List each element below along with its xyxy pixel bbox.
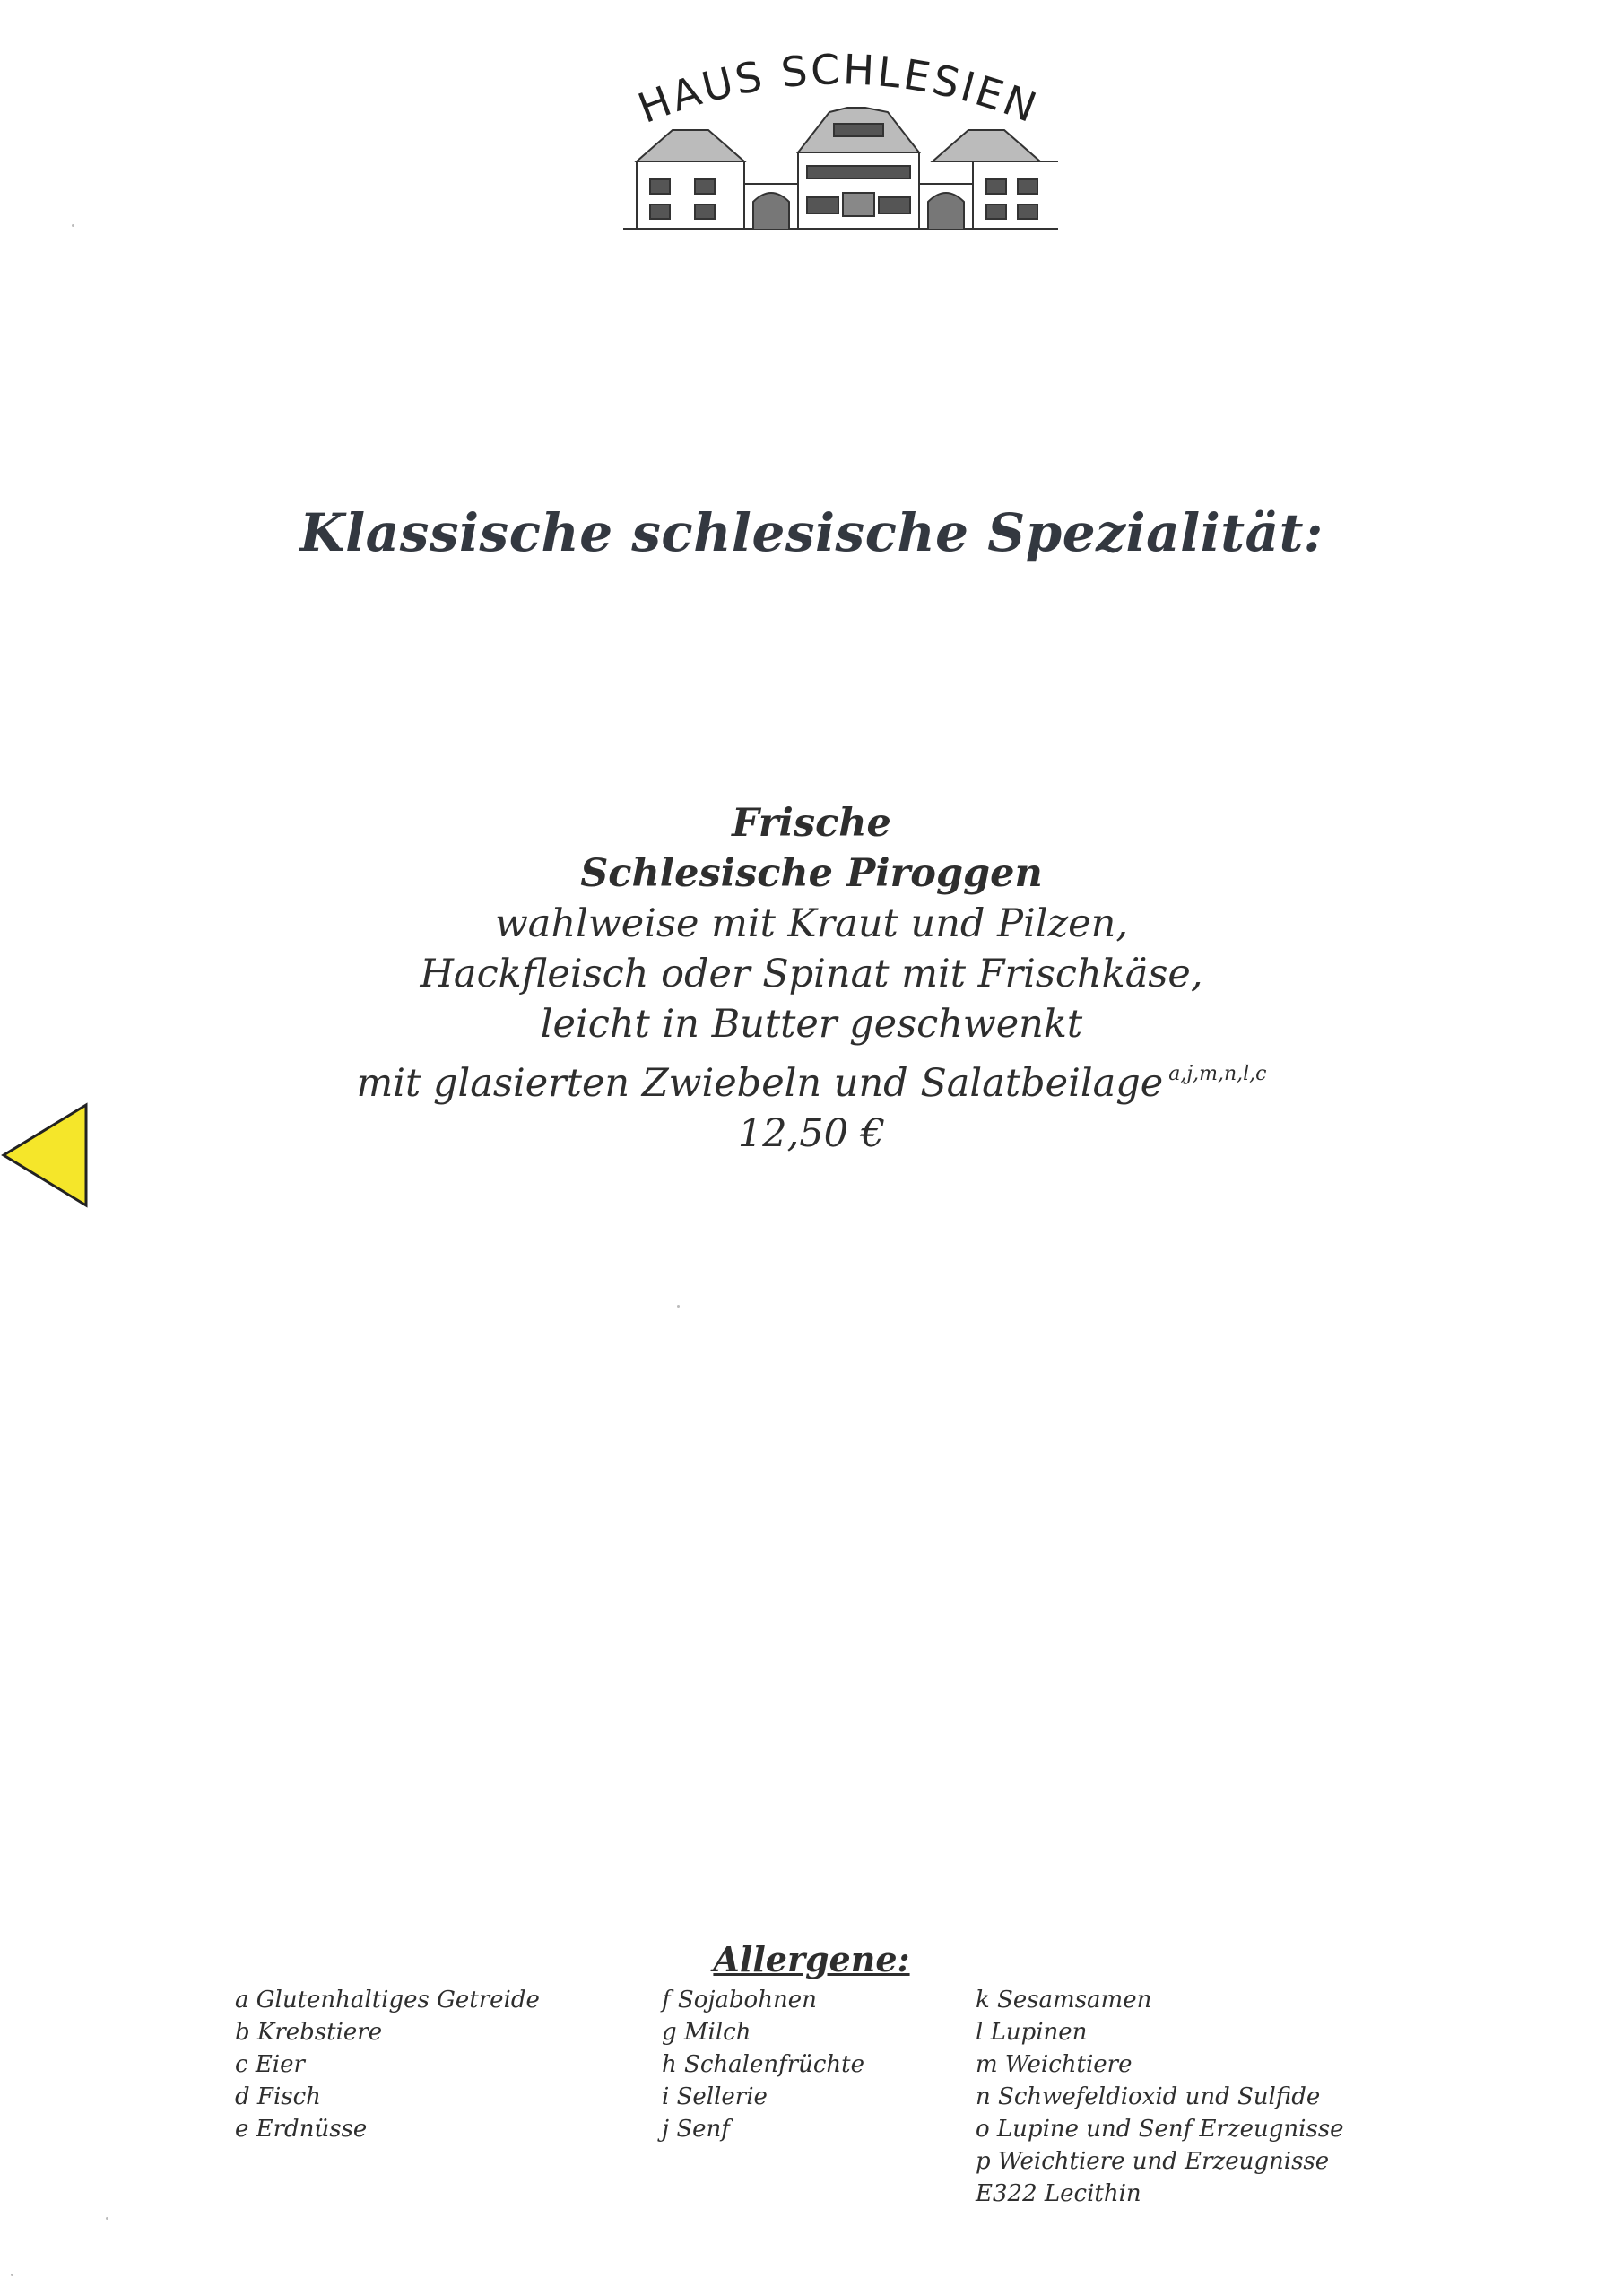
scan-speck bbox=[72, 224, 74, 227]
dish-detail-line2: Hackfleisch oder Spinat mit Frischkäse, bbox=[420, 952, 1203, 996]
allergen-item: c Eier bbox=[235, 2051, 305, 2078]
dish-detail-line4 bbox=[0, 1049, 1623, 1109]
logo-text: HAUS SCHLESIEN bbox=[631, 45, 1046, 133]
allergen-item: b Krebstiere bbox=[235, 2019, 383, 2046]
allergen-item: m Weichtiere bbox=[976, 2051, 1133, 2078]
page-title: Klassische schlesische Spezialität: bbox=[299, 502, 1324, 563]
yellow-triangle-left-icon bbox=[0, 1101, 90, 1209]
allergen-item: k Sesamsamen bbox=[976, 1987, 1152, 2013]
haus-schlesien-logo bbox=[619, 45, 1058, 238]
yellow-marker[interactable] bbox=[0, 1101, 90, 1209]
allergen-item: h Schalenfrüchte bbox=[662, 2051, 865, 2078]
allergen-item: o Lupine und Senf Erzeugnisse bbox=[976, 2116, 1344, 2143]
allergens-title: Allergene: bbox=[713, 1939, 910, 1979]
allergen-item: g Milch bbox=[662, 2019, 751, 2046]
allergen-item: E322 Lecithin bbox=[976, 2180, 1141, 2207]
scan-speck bbox=[106, 2217, 108, 2220]
allergen-column-1 bbox=[235, 1984, 540, 2145]
dish-name-line2: Schlesische Piroggen bbox=[580, 851, 1043, 896]
dish-detail-line1: wahlweise mit Kraut und Pilzen, bbox=[495, 901, 1128, 946]
allergen-item: l Lupinen bbox=[976, 2019, 1088, 2046]
allergen-item: i Sellerie bbox=[662, 2083, 768, 2110]
allergen-item: n Schwefeldioxid und Sulfide bbox=[976, 2083, 1321, 2110]
dish-allergen-codes: a,j,m,n,l,c bbox=[1168, 1063, 1267, 1085]
allergen-column-2 bbox=[662, 1984, 864, 2145]
allergen-item: a Glutenhaltiges Getreide bbox=[235, 1987, 540, 2013]
dish-detail-line4-text: mit glasierten Zwiebeln und Salatbeilage bbox=[356, 1061, 1164, 1106]
manor-house-icon bbox=[619, 45, 1058, 238]
allergen-item: e Erdnüsse bbox=[235, 2116, 368, 2143]
dish-name-line1: Frische bbox=[732, 801, 891, 846]
scan-speck bbox=[677, 1305, 680, 1308]
allergen-item: p Weichtiere und Erzeugnisse bbox=[976, 2148, 1330, 2175]
scan-speck bbox=[11, 2274, 13, 2276]
allergen-column-3 bbox=[976, 1984, 1344, 2210]
allergen-item: d Fisch bbox=[235, 2083, 321, 2110]
dish-description bbox=[0, 798, 1623, 1159]
allergen-item: f Sojabohnen bbox=[662, 1987, 817, 2013]
allergen-item: j Senf bbox=[662, 2116, 730, 2143]
dish-price: 12,50 € bbox=[737, 1111, 886, 1156]
dish-detail-line3: leicht in Butter geschwenkt bbox=[540, 1002, 1083, 1047]
